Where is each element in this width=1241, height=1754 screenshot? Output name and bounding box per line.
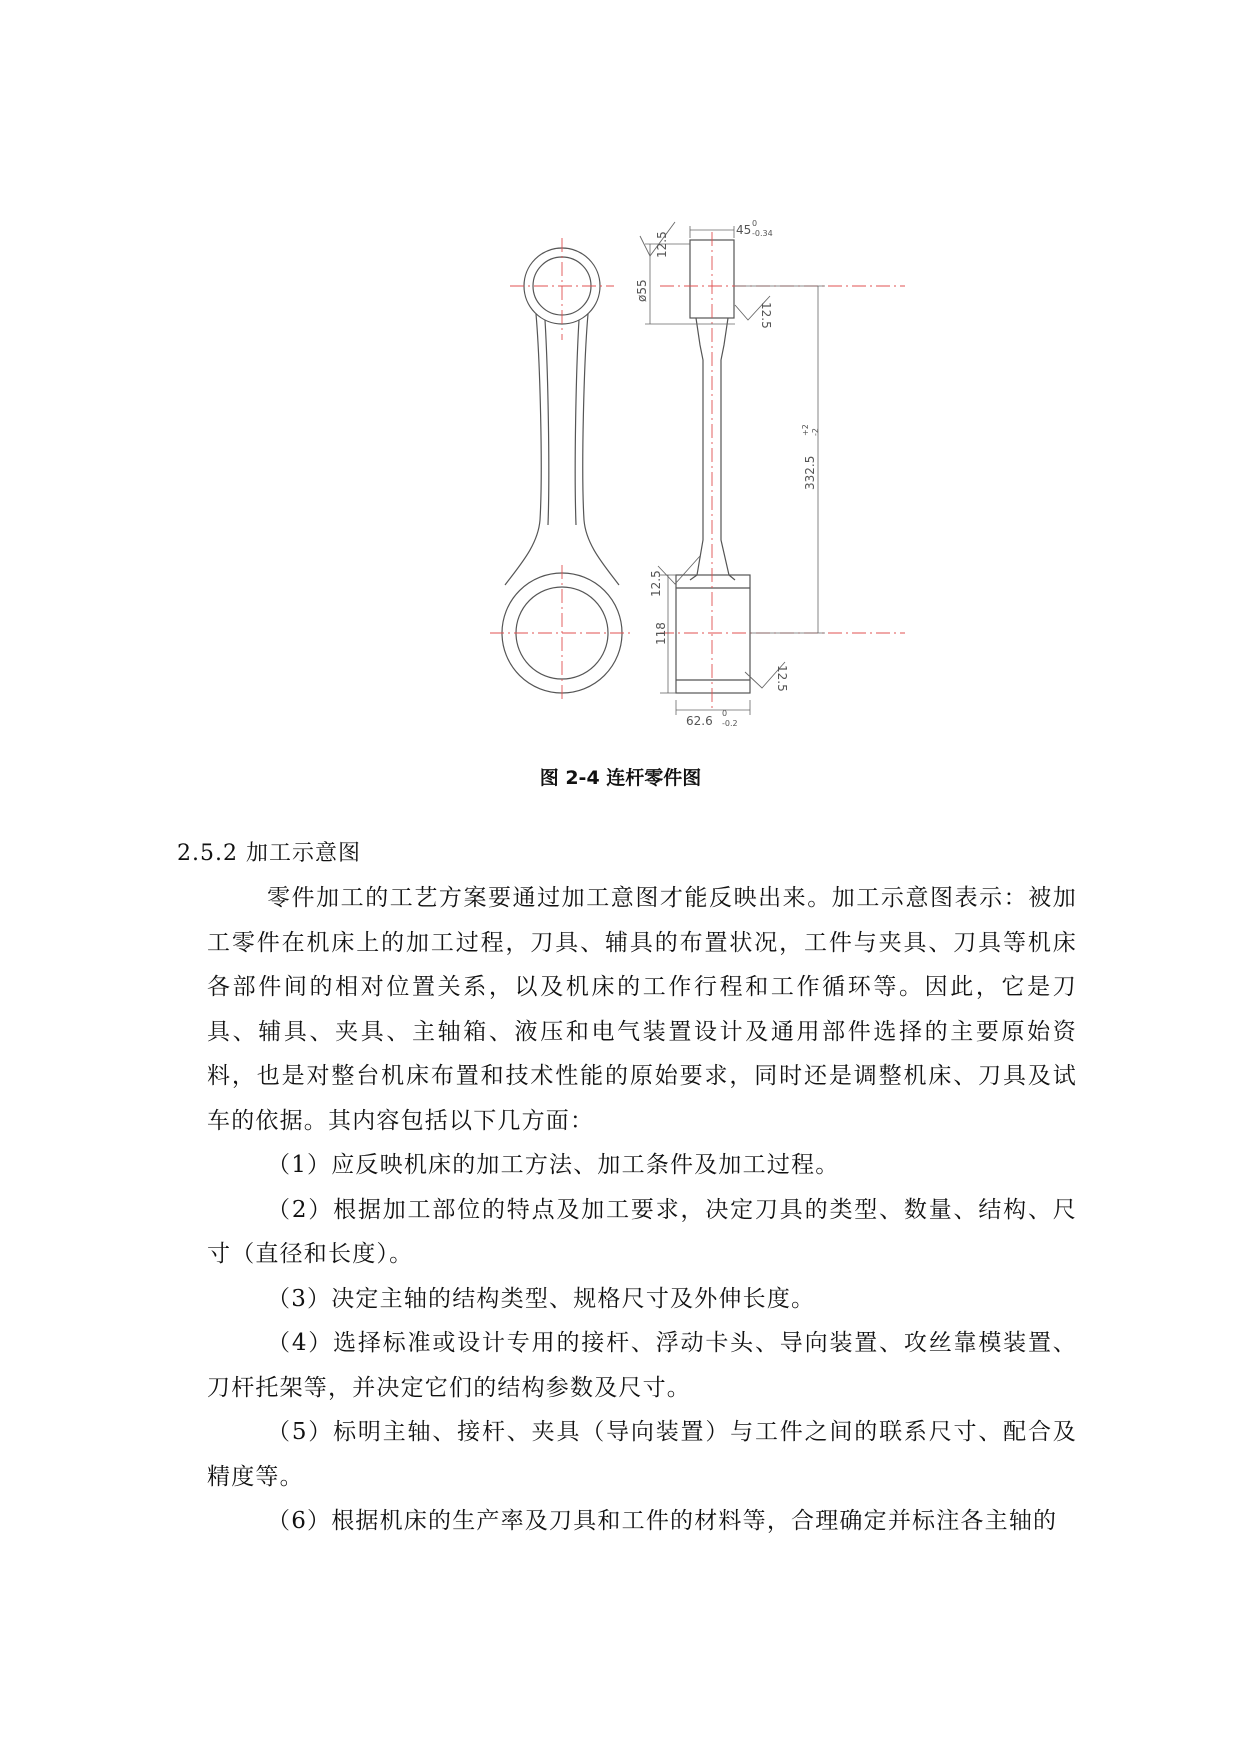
list-item: （5）标明主轴、接杆、夹具（导向装置）与工件之间的联系尺寸、配合及精度等。	[207, 1419, 1077, 1490]
svg-text:+2: +2	[801, 424, 810, 436]
dim-diameter: ø55	[635, 279, 649, 302]
dim-thickness-bottom: 62.6	[686, 714, 713, 728]
dim-big-end-height: 118	[654, 622, 668, 645]
list-item: （4）选择标准或设计专用的接杆、浮动卡头、导向装置、攻丝靠模装置、刀杆托架等，并决定它们的结构参数及尺寸。	[207, 1330, 1077, 1401]
side-view	[676, 240, 750, 693]
list-item: （1）应反映机床的加工方法、加工条件及加工过程。	[267, 1152, 840, 1178]
rod-outline	[505, 314, 541, 585]
big-end-block	[676, 575, 750, 693]
paragraph: 零件加工的工艺方案要通过加工意图才能反映出来。加工示意图表示：被加工零件在机床上的加工过程，刀具、辅具的布置状况，工件与夹具、刀具等机床各部件间的相对位置关系，以及机床的工作行程和工作循环等。因此，它是刀具、辅具、夹具、主轴箱、液压和电气装置设计及通用部件选择的主要原始资料，也是对整台机床布置和技术性能的原始要求，同时还是调整机床、刀具及试车的依据。其内容包括以下几方面：	[207, 885, 1077, 1134]
list-item: （3）决定主轴的结构类型、规格尺寸及外伸长度。	[267, 1285, 816, 1312]
roughness-label: 12.5	[759, 302, 773, 329]
svg-text:-2: -2	[811, 428, 820, 436]
svg-text:-0.2: -0.2	[722, 719, 738, 728]
body-text	[207, 876, 1077, 1544]
roughness-label: 12.5	[655, 231, 669, 258]
section-heading: 2.5.2 加工示意图	[177, 841, 361, 866]
rod-outline	[583, 314, 619, 585]
dim-thickness-top: 45	[736, 223, 752, 237]
roughness-symbols	[640, 222, 785, 688]
list-item: （6）根据机床的生产率及刀具和工件的材料等，合理确定并标注各主轴的	[267, 1508, 1058, 1534]
shank	[690, 318, 703, 580]
svg-text:-0.34: -0.34	[752, 229, 773, 238]
rod-inner	[545, 320, 549, 525]
svg-text:0: 0	[722, 709, 728, 718]
roughness-label: 12.5	[649, 570, 663, 597]
list-item: （2）根据加工部位的特点及加工要求，决定刀具的类型、数量、结构、尺寸（直径和长度）。	[207, 1196, 1077, 1267]
figure-caption: 图 2-4 连杆零件图	[539, 767, 702, 789]
rod-inner	[575, 320, 579, 525]
svg-text:0: 0	[752, 219, 758, 228]
side-center-lines	[660, 232, 905, 710]
front-center-lines	[490, 238, 634, 700]
shank	[721, 318, 735, 580]
roughness-label: 12.5	[775, 665, 789, 692]
dimension-lines	[645, 226, 825, 715]
dim-center-distance: 332.5	[803, 455, 817, 490]
connecting-rod-drawing	[490, 200, 930, 730]
